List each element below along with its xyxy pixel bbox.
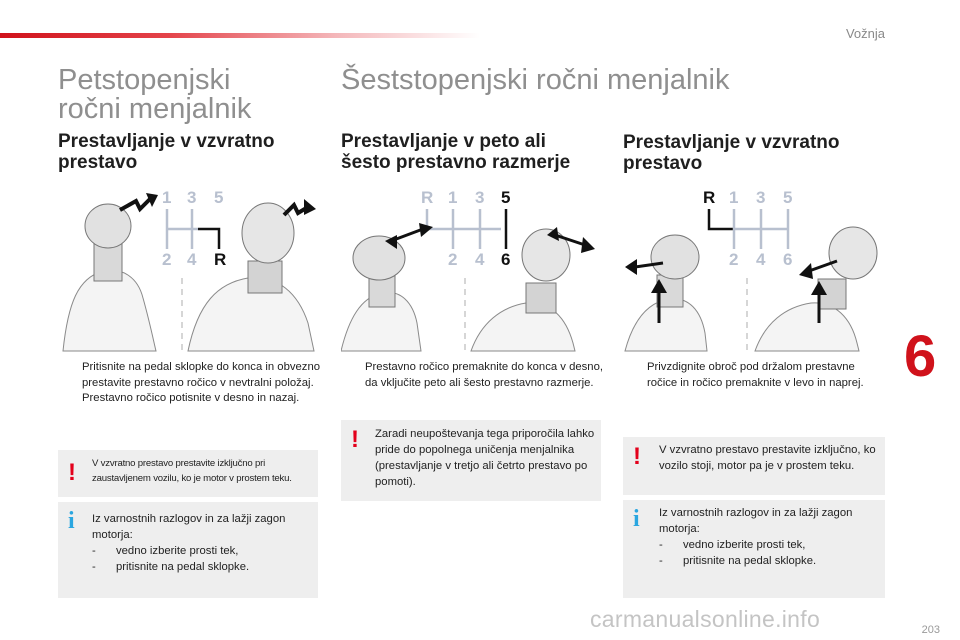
col1-heading	[58, 131, 275, 173]
list-item: Privzdignite obroč pod držalom prestavne ročice in ročico premaknite v levo in naprej.	[647, 361, 864, 389]
gear-label-2: 2	[162, 250, 172, 269]
gear-label-4: 4	[187, 250, 197, 269]
gear-label-2: 2	[448, 250, 458, 269]
gear-label-5: 5	[501, 188, 511, 207]
six-speed-title: Šeststopenjski ročni menjalnik	[341, 64, 730, 96]
chapter-number: 6	[904, 324, 937, 389]
col1-info-text	[92, 511, 312, 575]
info-intro: Iz varnostnih razlogov in za lažji zagon motorja:	[659, 507, 853, 535]
col3-heading-line-1: Prestavljanje v vzvratno	[623, 132, 840, 153]
five-speed-title	[58, 66, 251, 124]
col3-warning-box	[623, 437, 885, 495]
gear-label-2: 2	[729, 250, 739, 269]
col1-warning-box	[58, 450, 318, 497]
page-number: 203	[921, 624, 940, 636]
col2-instructions	[341, 360, 603, 391]
gear-label-r: R	[703, 188, 716, 207]
list-item: - pritisnite na pedal sklopke.	[92, 561, 250, 573]
gear-label-4: 4	[475, 250, 485, 269]
col2-heading	[341, 131, 570, 173]
watermark: carmanualsonline.info	[590, 606, 821, 632]
list-item: Prestavno ročico potisnite v desno in nazaj.	[82, 392, 300, 404]
col2-warning-text: Zaradi neupoštevanja tega priporočila lahko pride do popolnega uničenja menjalnika (prestavljanje v tretjo ali četrto prestavo po pomoti).	[375, 428, 595, 488]
gear-label-6: 6	[501, 250, 511, 269]
col1-info-box	[58, 502, 318, 598]
gear-label-1: 1	[729, 188, 739, 207]
info-icon: i	[68, 508, 75, 534]
info-icon: i	[633, 506, 640, 532]
col3-warning-text: V vzvratno prestavo prestavite izključno, ko vozilo stoji, motor pa je v prostem teku.	[659, 444, 876, 472]
gear-label-3: 3	[756, 188, 766, 207]
header-accent-bar	[0, 33, 480, 38]
six-speed-reverse-illustration	[623, 183, 885, 353]
col2-heading-line-1: Prestavljanje v peto ali	[341, 131, 546, 152]
gear-label-3: 3	[187, 188, 197, 207]
section-label: Vožnja	[845, 26, 885, 41]
col3-heading-line-2: prestavo	[623, 153, 703, 174]
gear-label-3: 3	[475, 188, 485, 207]
list-item: Pritisnite na pedal sklopke do konca in obvezno prestavite prestavno ročico v nevtralni položaj.	[82, 361, 321, 389]
five-speed-reverse-illustration	[58, 183, 320, 353]
col3-info-box	[623, 500, 885, 598]
warning-icon: !	[68, 459, 76, 486]
list-item: - vedno izberite prosti tek,	[92, 545, 239, 557]
gear-label-1: 1	[448, 188, 458, 207]
col1-warning-text: V vzvratno prestavo prestavite izključno pri zaustavljenem vozilu, ko je motor v prostem teku.	[92, 458, 292, 484]
sixth-gear-illustration	[341, 183, 603, 353]
gear-label-r: R	[421, 188, 434, 207]
col3-heading	[623, 132, 840, 174]
col1-heading-line-1: Prestavljanje v vzvratno	[58, 131, 275, 152]
col2-heading-line-2: šesto prestavno razmerje	[341, 152, 571, 173]
list-item: Prestavno ročico premaknite do konca v desno, da vključite peto ali šesto prestavno razmerje.	[365, 361, 603, 389]
col3-info-text	[659, 505, 877, 569]
gear-label-r: R	[214, 250, 227, 269]
warning-icon: !	[633, 443, 641, 470]
list-item: - pritisnite na pedal sklopke.	[659, 555, 817, 567]
col1-instructions	[58, 360, 323, 407]
col2-warning-box	[341, 420, 601, 501]
gear-label-1: 1	[162, 188, 172, 207]
five-speed-title-line-2: ročni menjalnik	[58, 93, 252, 125]
gear-label-6: 6	[783, 250, 793, 269]
warning-icon: !	[351, 426, 359, 453]
gear-label-5: 5	[214, 188, 224, 207]
col3-instructions	[623, 360, 885, 391]
gear-label-5: 5	[783, 188, 793, 207]
info-intro: Iz varnostnih razlogov in za lažji zagon motorja:	[92, 513, 286, 541]
list-item: - vedno izberite prosti tek,	[659, 539, 806, 551]
col1-heading-line-2: prestavo	[58, 152, 138, 173]
five-speed-title-line-1: Petstopenjski	[58, 64, 231, 96]
gear-label-4: 4	[756, 250, 766, 269]
